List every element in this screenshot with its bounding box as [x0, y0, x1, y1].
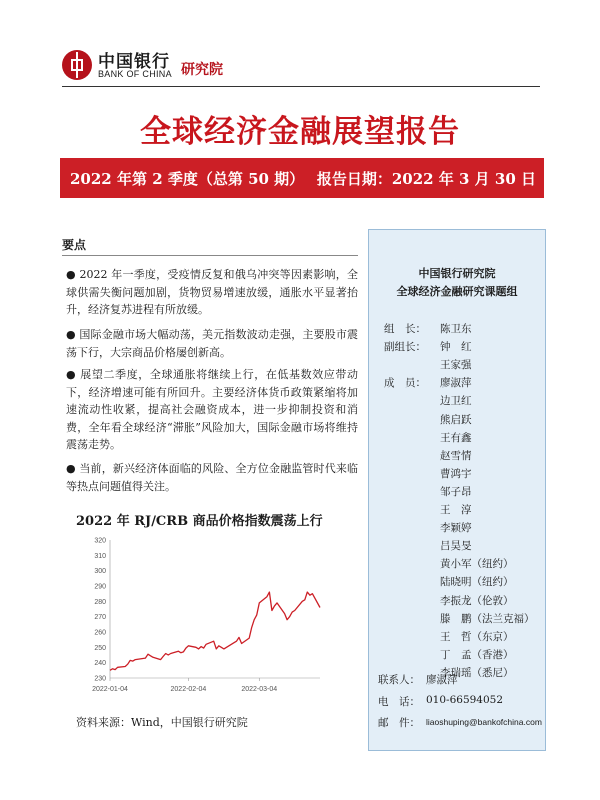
team-member: 钟 红	[440, 341, 472, 354]
phone-label: 电 话：	[378, 696, 420, 708]
team-member: 熊启跃	[440, 413, 472, 426]
team-role-label: 组 长：	[384, 323, 426, 335]
team-member: 李颖婷	[440, 522, 472, 535]
email-address[interactable]: liaoshuping@bankofchina.com	[426, 717, 542, 727]
team-member: 王家强	[440, 359, 472, 372]
bank-of-china-logo-icon	[62, 50, 92, 80]
team-member: 丁 孟（香港）	[440, 648, 514, 661]
contact-person: 廖淑萍	[426, 674, 458, 686]
logo-chinese-name: 中国银行	[98, 52, 170, 72]
key-point-3: ● 展望二季度，全球通胀将继续上行，在低基数效应带动下，经济增速可能有所回升。主要经济体货币政策紧缩将加速流动性收紧，提高社会融资成本，进一步抑制投资和消费，全年看全球经济“滞胀”风险加大，国际金融市场将维持震荡走势。	[66, 368, 358, 451]
y-tick-label: 290	[94, 583, 106, 591]
team-member: 黄小军（纽约）	[440, 558, 514, 571]
y-tick-label: 280	[94, 598, 106, 606]
x-tick-label: 2022-02-04	[170, 686, 207, 693]
key-point-1: ● 2022 年一季度，受疫情反复和俄乌冲突等因素影响，全球供需失衡问题加剧，货物贸易增速放缓，通胀水平显著抬升，经济复苏进程有所放缓。	[66, 268, 358, 316]
panel-institute-heading: 中国银行研究院	[418, 267, 496, 280]
series-line	[110, 592, 320, 670]
contact-person-label: 联系人：	[378, 674, 420, 686]
x-tick-label: 2022-03-04	[241, 686, 278, 693]
team-member: 陈卫东	[440, 323, 472, 335]
y-tick-label: 260	[94, 629, 106, 637]
chart-source: 资料来源：Wind，中国银行研究院	[76, 716, 248, 729]
logo-english-name: BANK OF CHINA	[98, 69, 172, 79]
y-tick-label: 270	[94, 614, 106, 622]
team-member: 王 淳	[440, 504, 472, 516]
x-tick-label: 2022-01-04	[92, 686, 128, 693]
report-title: 全球经济金融展望报告	[140, 114, 460, 150]
team-member: 廖淑萍	[440, 377, 472, 390]
key-points-divider	[62, 255, 358, 256]
report-date: 报告日期：2022 年 3 月 30 日	[316, 170, 536, 188]
email-label: 邮 件：	[378, 717, 420, 729]
team-member: 李瑞瑶（悉尼）	[440, 666, 514, 679]
team-member: 曹鸿宇	[440, 467, 472, 480]
panel-team-heading: 全球经济金融研究课题组	[396, 285, 518, 298]
phone-number: 010-66594052	[426, 694, 504, 706]
y-tick-label: 320	[94, 537, 106, 545]
y-tick-label: 240	[94, 660, 106, 668]
team-role-label: 副组长：	[384, 341, 426, 354]
commodity-index-line-chart	[80, 532, 330, 707]
team-member: 边卫红	[440, 395, 472, 408]
team-member: 陆晓明（纽约）	[440, 576, 514, 589]
team-member: 王有鑫	[440, 431, 472, 444]
issue-label: 2022 年第 2 季度（总第 50 期）	[70, 170, 305, 188]
team-member: 李振龙（伦敦）	[440, 594, 514, 607]
team-member: 滕 鹏（法兰克福）	[440, 612, 535, 625]
key-point-2: ● 国际金融市场大幅动荡，美元指数波动走强，主要股市震荡下行，大宗商品价格屡创新高。	[66, 328, 358, 359]
team-member: 王 哲（东京）	[440, 630, 514, 643]
key-points-heading: 要点	[62, 238, 87, 252]
y-tick-label: 250	[94, 644, 106, 652]
y-tick-label: 310	[94, 552, 106, 560]
team-member: 赵雪情	[440, 449, 472, 462]
header-divider	[62, 86, 540, 87]
institute-label: 研究院	[181, 62, 223, 78]
team-role-label: 成 员：	[384, 377, 426, 390]
key-point-4: ● 当前，新兴经济体面临的风险、全方位金融监管时代来临等热点问题值得关注。	[66, 462, 358, 493]
team-member: 吕昊旻	[440, 540, 472, 553]
y-tick-label: 230	[94, 675, 106, 683]
y-tick-label: 300	[94, 568, 106, 576]
chart-title: 2022 年 RJ/CRB 商品价格指数震荡上行	[76, 514, 323, 529]
team-member: 邹子昂	[440, 485, 472, 498]
